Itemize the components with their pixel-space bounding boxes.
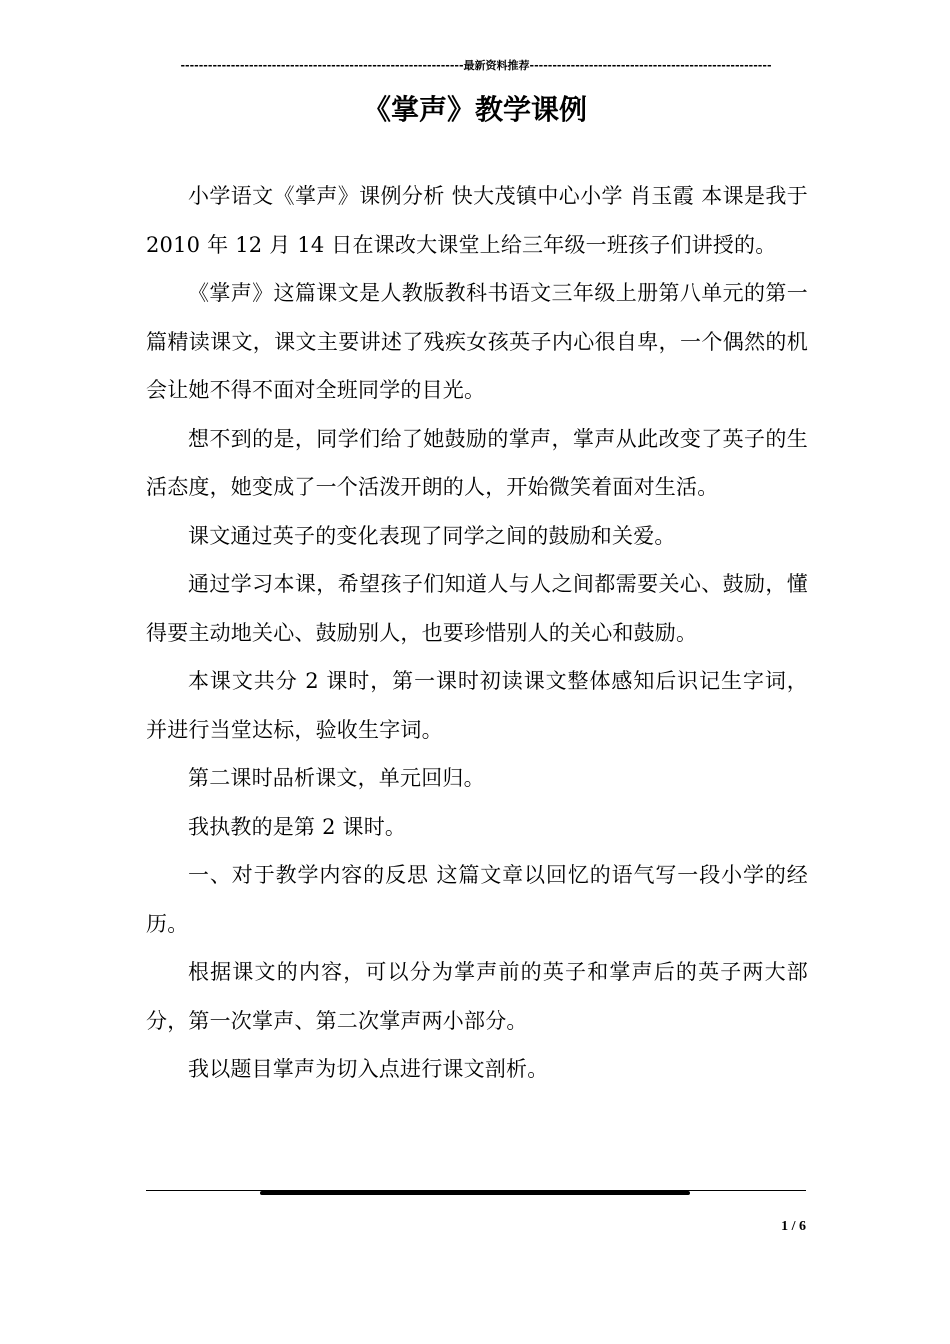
footer-divider-accent (260, 1191, 690, 1195)
paragraph: 我以题目掌声为切入点进行课文剖析。 (188, 1057, 549, 1081)
paragraph: 课文通过英子的变化表现了同学之间的鼓励和关爱。 (188, 523, 676, 548)
paragraph: 《掌声》这篇课文是人教版教科书语文三年级上册第八单元的第一篇精读课文，课文主要讲述了残疾女孩英子内心很自卑，一个偶然的机会让她不得不面对全班同学的目光。 (146, 281, 808, 402)
paragraph: 根据课文的内容，可以分为掌声前的英子和掌声后的英子两大部分，第一次掌声、第二次掌声两小部分。 (146, 960, 808, 1033)
paragraph: 想不到的是，同学们给了她鼓励的掌声，掌声从此改变了英子的生活态度，她变成了一个活泼开朗的人，开始微笑着面对生活。 (146, 426, 808, 499)
document-body (146, 172, 808, 1094)
paragraph: 一、对于教学内容的反思 这篇文章以回忆的语气写一段小学的经历。 (146, 863, 808, 936)
document-title: 《掌声》教学课例 (362, 93, 587, 126)
paragraph: 第二课时品析课文，单元回归。 (188, 766, 485, 790)
paragraph: 通过学习本课，希望孩子们知道人与人之间都需要关心、鼓励，懂得要主动地关心、鼓励别人，也要珍惜别人的关心和鼓励。 (146, 572, 808, 645)
paragraph: 小学语文《掌声》课例分析 快大茂镇中心小学 肖玉霞 本课是我于 2010 年 12 月 14 日在课改大课堂上给三年级一班孩子们讲授的。 (146, 184, 808, 257)
paragraph: 本课文共分 2 课时，第一课时初读课文整体感知后识记生字词，并进行当堂达标，验收生字词。 (146, 669, 808, 742)
paragraph: 我执教的是第 2 课时。 (188, 814, 407, 839)
page-number: 1 / 6 (781, 1219, 806, 1234)
page-header: --------------------------------------------------------------最新资料推荐----------------------------------------------------- (180, 59, 772, 72)
